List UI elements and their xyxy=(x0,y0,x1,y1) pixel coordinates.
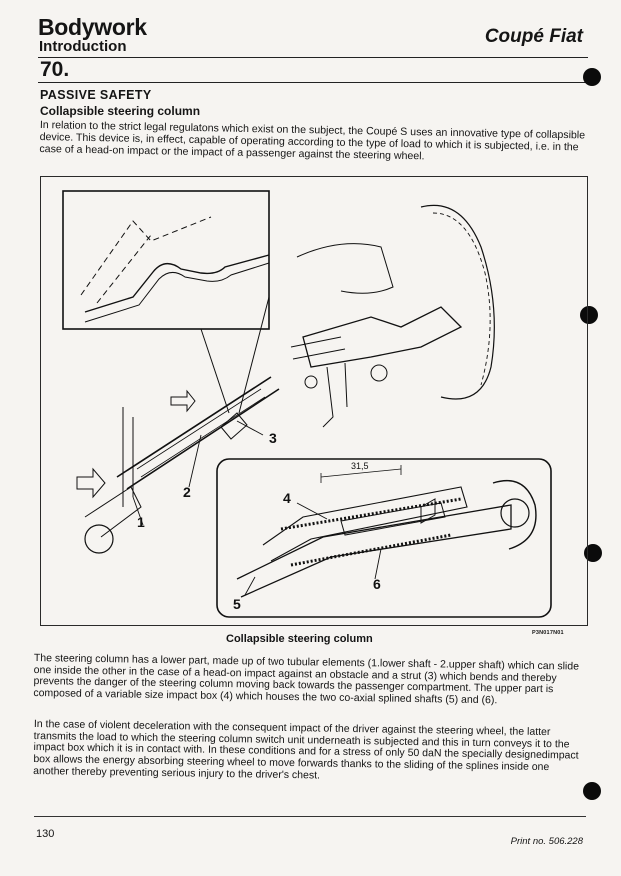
inset-detail-top xyxy=(63,191,269,413)
binder-hole-1 xyxy=(583,68,601,86)
section-subheading: Collapsible steering column xyxy=(40,104,201,118)
callout-3: 3 xyxy=(269,430,277,446)
section-rule xyxy=(38,82,588,83)
callout-1: 1 xyxy=(137,514,145,530)
lower-shaft-assembly xyxy=(77,377,279,553)
intro-paragraph: In relation to the strict legal regulatons which exist on the subject, the Coupé S uses an innovative type of collapsible device. This device is, in effect, capable of operating according to the type of load to which it is subjected, i.e. in the case of a head-on impact or the impact of a passenger against the steering wheel. xyxy=(39,119,586,162)
page-number: 130 xyxy=(36,828,55,840)
body-paragraph-2: In the case of violent deceleration with the consequent impact of the driver against the steering wheel, the latter transmits the load to which the steering column switch unit underneath is subjected and this in turn conveys it to the impact box which it is in contact with. In these conditions and for a stress of only 50 daN the specially designedimpact box allows the energy absorbing steering wheel to move forwards thanks to the sliding of the splines inside one another thereby preventing serious injury to the driver's chest. xyxy=(33,718,579,782)
callout-6: 6 xyxy=(373,576,381,592)
figure-caption: Collapsible steering column xyxy=(226,633,373,645)
callout-2: 2 xyxy=(183,484,191,500)
section-heading: PASSIVE SAFETY xyxy=(40,88,152,102)
dimension-label: 31,5 xyxy=(351,461,369,471)
callout-4: 4 xyxy=(283,490,291,506)
brand-title: Coupé Fiat xyxy=(484,26,583,47)
steering-column-figure xyxy=(40,176,588,626)
section-number: 70. xyxy=(40,58,70,81)
inset-detail-bottom xyxy=(217,459,551,617)
steering-wheel-sketch xyxy=(291,205,494,427)
header-rule xyxy=(38,57,588,58)
print-number: Print no. 506.228 xyxy=(510,836,583,847)
steering-column-drawing xyxy=(41,177,588,626)
body-paragraph-1: The steering column has a lower part, made up of two tubular elements (1.lower shaft - 2.upper shaft) which can slide one inside the other in the case of a head-on impact against an obstacle and a strut (3) which bends and thereby prevents the danger of the steering column moving back towards the passenger compartment. The upper part is composed of a variable size impact box (4) which houses the two co-axial splined shafts (5) and (6). xyxy=(33,652,580,707)
footer-rule xyxy=(34,816,586,817)
callout-5: 5 xyxy=(233,596,241,612)
section-title: Bodywork xyxy=(38,14,147,40)
binder-hole-4 xyxy=(583,782,601,800)
figure-code: P3N017N01 xyxy=(532,630,564,636)
subsection-title: Introduction xyxy=(39,38,127,55)
